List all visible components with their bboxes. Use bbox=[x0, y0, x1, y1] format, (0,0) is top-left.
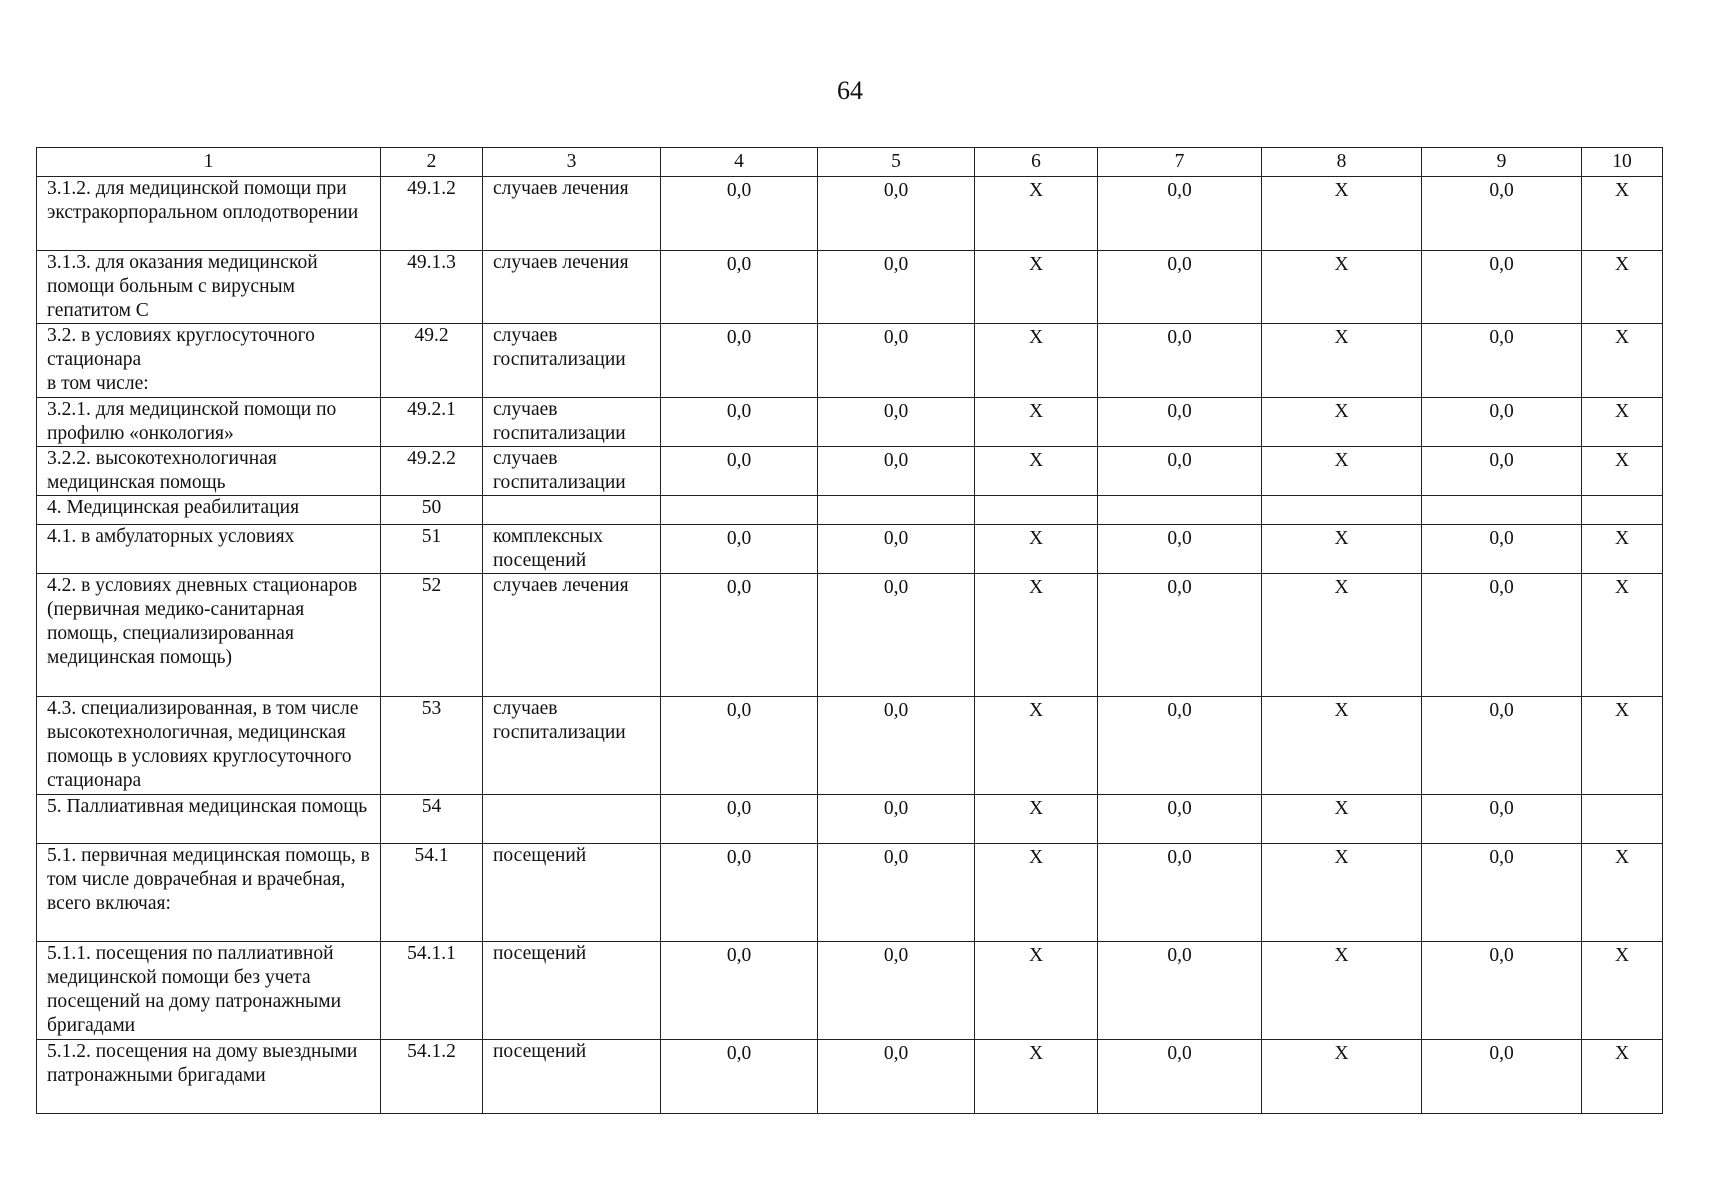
value-cell bbox=[1422, 496, 1582, 525]
x-mark-cell: X bbox=[1582, 251, 1663, 324]
value-cell: 0,0 bbox=[661, 251, 818, 324]
row-code-cell: 53 bbox=[381, 697, 483, 795]
column-number: 3 bbox=[483, 148, 661, 177]
table-row bbox=[37, 251, 1663, 324]
x-mark-cell: X bbox=[1262, 447, 1422, 496]
table-row bbox=[37, 398, 1663, 447]
table-row bbox=[37, 795, 1663, 844]
x-mark-cell: X bbox=[975, 574, 1098, 697]
value-cell: 0,0 bbox=[818, 844, 975, 942]
x-mark-cell: X bbox=[1262, 574, 1422, 697]
unit-cell bbox=[483, 496, 661, 525]
column-number: 2 bbox=[381, 148, 483, 177]
x-mark-cell: X bbox=[1262, 697, 1422, 795]
x-mark-cell: X bbox=[1262, 324, 1422, 398]
x-mark-cell: X bbox=[1582, 574, 1663, 697]
unit-cell bbox=[483, 795, 661, 844]
value-cell: 0,0 bbox=[1422, 795, 1582, 844]
row-name-cell: 3.2.1. для медицинской помощи по профилю «онкология» bbox=[37, 398, 381, 447]
x-mark-cell: X bbox=[1262, 398, 1422, 447]
value-cell: 0,0 bbox=[1098, 177, 1262, 251]
column-number: 4 bbox=[661, 148, 818, 177]
unit-cell: посещений bbox=[483, 942, 661, 1040]
value-cell: 0,0 bbox=[1422, 942, 1582, 1040]
value-cell: 0,0 bbox=[661, 447, 818, 496]
row-code-cell: 49.1.3 bbox=[381, 251, 483, 324]
row-name-cell: 4. Медицинская реабилитация bbox=[37, 496, 381, 525]
value-cell: 0,0 bbox=[661, 574, 818, 697]
table-row bbox=[37, 942, 1663, 1040]
value-cell: 0,0 bbox=[818, 251, 975, 324]
x-mark-cell: X bbox=[975, 447, 1098, 496]
row-name-cell: 5.1.1. посещения по паллиативной медицинской помощи без учета посещений на дому патронажными бригадами bbox=[37, 942, 381, 1040]
value-cell: 0,0 bbox=[661, 844, 818, 942]
value-cell: 0,0 bbox=[1098, 697, 1262, 795]
x-mark-cell: X bbox=[975, 1040, 1098, 1114]
value-cell: 0,0 bbox=[818, 1040, 975, 1114]
row-code-cell: 54.1.1 bbox=[381, 942, 483, 1040]
column-number: 10 bbox=[1582, 148, 1663, 177]
unit-cell: случаев лечения bbox=[483, 177, 661, 251]
value-cell: 0,0 bbox=[818, 574, 975, 697]
value-cell: 0,0 bbox=[818, 177, 975, 251]
x-mark-cell: X bbox=[1582, 942, 1663, 1040]
value-cell: 0,0 bbox=[1098, 574, 1262, 697]
row-code-cell: 54.1 bbox=[381, 844, 483, 942]
value-cell: 0,0 bbox=[661, 697, 818, 795]
row-code-cell: 49.1.2 bbox=[381, 177, 483, 251]
column-number: 9 bbox=[1422, 148, 1582, 177]
x-mark-cell: X bbox=[975, 398, 1098, 447]
row-name-cell: 3.2. в условиях круглосуточного стационара в том числе: bbox=[37, 324, 381, 398]
row-code-cell: 52 bbox=[381, 574, 483, 697]
value-cell: 0,0 bbox=[1422, 324, 1582, 398]
row-name-cell: 3.1.3. для оказания медицинской помощи больным с вирусным гепатитом С bbox=[37, 251, 381, 324]
data-table bbox=[36, 147, 1663, 1114]
table-row bbox=[37, 496, 1663, 525]
value-cell: 0,0 bbox=[1422, 574, 1582, 697]
column-number: 1 bbox=[37, 148, 381, 177]
table-row bbox=[37, 697, 1663, 795]
unit-cell: посещений bbox=[483, 1040, 661, 1114]
value-cell: 0,0 bbox=[661, 525, 818, 574]
x-mark-cell: X bbox=[975, 942, 1098, 1040]
row-code-cell: 54 bbox=[381, 795, 483, 844]
row-name-cell: 3.1.2. для медицинской помощи при экстракорпоральном оплодотворении bbox=[37, 177, 381, 251]
row-name-cell: 5.1.2. посещения на дому выездными патронажными бригадами bbox=[37, 1040, 381, 1114]
x-mark-cell: X bbox=[975, 251, 1098, 324]
row-name-cell: 5. Паллиативная медицинская помощь bbox=[37, 795, 381, 844]
x-mark-cell bbox=[1582, 496, 1663, 525]
value-cell: 0,0 bbox=[1422, 447, 1582, 496]
value-cell: 0,0 bbox=[661, 398, 818, 447]
x-mark-cell: X bbox=[975, 795, 1098, 844]
value-cell: 0,0 bbox=[1422, 1040, 1582, 1114]
table-row bbox=[37, 525, 1663, 574]
value-cell: 0,0 bbox=[1098, 324, 1262, 398]
row-code-cell: 49.2.1 bbox=[381, 398, 483, 447]
column-number: 7 bbox=[1098, 148, 1262, 177]
unit-cell: комплексных посещений bbox=[483, 525, 661, 574]
x-mark-cell: X bbox=[1262, 251, 1422, 324]
value-cell: 0,0 bbox=[1422, 697, 1582, 795]
x-mark-cell: X bbox=[1582, 177, 1663, 251]
value-cell: 0,0 bbox=[1098, 447, 1262, 496]
value-cell: 0,0 bbox=[818, 795, 975, 844]
x-mark-cell: X bbox=[1582, 1040, 1663, 1114]
value-cell: 0,0 bbox=[818, 398, 975, 447]
value-cell: 0,0 bbox=[661, 942, 818, 1040]
x-mark-cell: X bbox=[1582, 398, 1663, 447]
unit-cell: случаев госпитализации bbox=[483, 697, 661, 795]
value-cell: 0,0 bbox=[661, 795, 818, 844]
x-mark-cell: X bbox=[1582, 447, 1663, 496]
x-mark-cell bbox=[1262, 496, 1422, 525]
x-mark-cell: X bbox=[1262, 525, 1422, 574]
value-cell: 0,0 bbox=[1098, 251, 1262, 324]
row-name-cell: 5.1. первичная медицинская помощь, в том числе доврачебная и врачебная, всего включая: bbox=[37, 844, 381, 942]
table-row bbox=[37, 177, 1663, 251]
value-cell: 0,0 bbox=[1098, 795, 1262, 844]
value-cell: 0,0 bbox=[818, 525, 975, 574]
value-cell: 0,0 bbox=[1098, 1040, 1262, 1114]
x-mark-cell: X bbox=[1262, 942, 1422, 1040]
row-name-cell: 4.2. в условиях дневных стационаров (первичная медико-санитарная помощь, специализированная медицинская помощь) bbox=[37, 574, 381, 697]
unit-cell: случаев госпитализации bbox=[483, 324, 661, 398]
value-cell: 0,0 bbox=[1422, 251, 1582, 324]
value-cell: 0,0 bbox=[818, 697, 975, 795]
row-name-cell: 3.2.2. высокотехнологичная медицинская помощь bbox=[37, 447, 381, 496]
value-cell: 0,0 bbox=[1422, 525, 1582, 574]
x-mark-cell: X bbox=[1262, 177, 1422, 251]
x-mark-cell: X bbox=[1582, 844, 1663, 942]
table-row bbox=[37, 1040, 1663, 1114]
unit-cell: случаев госпитализации bbox=[483, 447, 661, 496]
x-mark-cell bbox=[975, 496, 1098, 525]
x-mark-cell: X bbox=[1582, 697, 1663, 795]
value-cell: 0,0 bbox=[818, 447, 975, 496]
value-cell: 0,0 bbox=[1098, 525, 1262, 574]
table-row bbox=[37, 324, 1663, 398]
x-mark-cell: X bbox=[1582, 324, 1663, 398]
value-cell: 0,0 bbox=[1098, 844, 1262, 942]
value-cell: 0,0 bbox=[1098, 398, 1262, 447]
column-number: 5 bbox=[818, 148, 975, 177]
page-number: 64 bbox=[837, 76, 863, 105]
value-cell: 0,0 bbox=[661, 177, 818, 251]
table-row bbox=[37, 844, 1663, 942]
column-number: 6 bbox=[975, 148, 1098, 177]
x-mark-cell: X bbox=[975, 177, 1098, 251]
value-cell bbox=[661, 496, 818, 525]
column-number-row bbox=[37, 148, 1663, 177]
row-code-cell: 51 bbox=[381, 525, 483, 574]
row-name-cell: 4.1. в амбулаторных условиях bbox=[37, 525, 381, 574]
value-cell: 0,0 bbox=[1422, 177, 1582, 251]
column-number: 8 bbox=[1262, 148, 1422, 177]
row-code-cell: 49.2.2 bbox=[381, 447, 483, 496]
unit-cell: посещений bbox=[483, 844, 661, 942]
value-cell: 0,0 bbox=[1422, 844, 1582, 942]
unit-cell: случаев лечения bbox=[483, 251, 661, 324]
value-cell: 0,0 bbox=[818, 324, 975, 398]
x-mark-cell bbox=[1582, 795, 1663, 844]
value-cell: 0,0 bbox=[1098, 942, 1262, 1040]
value-cell bbox=[1098, 496, 1262, 525]
x-mark-cell: X bbox=[975, 525, 1098, 574]
x-mark-cell: X bbox=[1262, 844, 1422, 942]
value-cell: 0,0 bbox=[1422, 398, 1582, 447]
unit-cell: случаев лечения bbox=[483, 574, 661, 697]
value-cell bbox=[818, 496, 975, 525]
x-mark-cell: X bbox=[975, 844, 1098, 942]
value-cell: 0,0 bbox=[661, 1040, 818, 1114]
x-mark-cell: X bbox=[975, 324, 1098, 398]
x-mark-cell: X bbox=[1262, 1040, 1422, 1114]
x-mark-cell: X bbox=[1582, 525, 1663, 574]
row-name-cell: 4.3. специализированная, в том числе высокотехнологичная, медицинская помощь в условиях круглосуточного стационара bbox=[37, 697, 381, 795]
x-mark-cell: X bbox=[1262, 795, 1422, 844]
row-code-cell: 50 bbox=[381, 496, 483, 525]
table-row bbox=[37, 447, 1663, 496]
unit-cell: случаев госпитализации bbox=[483, 398, 661, 447]
value-cell: 0,0 bbox=[818, 942, 975, 1040]
x-mark-cell: X bbox=[975, 697, 1098, 795]
value-cell: 0,0 bbox=[661, 324, 818, 398]
row-code-cell: 54.1.2 bbox=[381, 1040, 483, 1114]
table-row bbox=[37, 574, 1663, 697]
row-code-cell: 49.2 bbox=[381, 324, 483, 398]
